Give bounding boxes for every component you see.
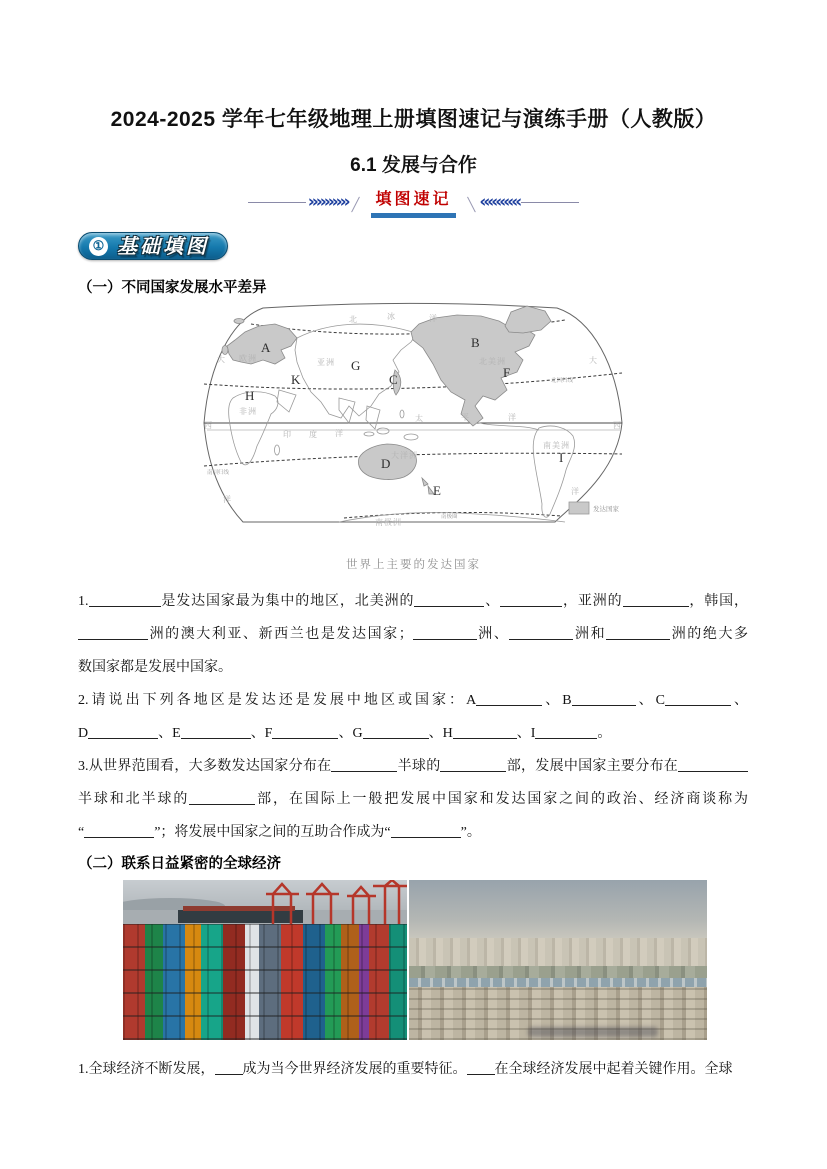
map-label: 西 [612, 421, 622, 430]
blank-field[interactable] [331, 756, 397, 772]
blank-field[interactable] [84, 822, 154, 838]
legend-label: 发达国家 [592, 506, 619, 513]
section-badge-label: 基础填图 [117, 235, 209, 258]
decorative-ribbon [0, 190, 827, 214]
blank-field[interactable] [89, 591, 161, 607]
map-label: F [502, 365, 510, 380]
question-line: 2.请说出下列各地区是发达还是发展中地区或国家：A 、B 、C 、 [78, 684, 748, 717]
indochina-outline [366, 406, 380, 429]
section-badge [78, 232, 228, 260]
map-label: 北回归线 [550, 378, 573, 384]
blank-field[interactable] [476, 690, 542, 706]
map-label: 西 [203, 421, 213, 430]
map-label: 冰 [386, 312, 396, 321]
container-yard-layer [123, 924, 407, 1040]
blank-field[interactable] [440, 756, 506, 772]
question-line: 半球和北半球的 部，在国际上一般把发展中国家和发达国家之间的政治、经济商谈称为 [78, 783, 748, 816]
chevrons-left-icon: ««««« [479, 191, 520, 212]
map-label: A [260, 340, 270, 355]
question-line: 3.从世界范围看，大多数发达国家分布在 半球的 部，发展中国家主要分布在 [78, 750, 748, 783]
chevrons-right-icon: »»»»» [307, 191, 348, 212]
question-line: 数国家都是发展中国家。 [78, 660, 232, 675]
blank-field[interactable] [363, 723, 429, 739]
map-caption: 世界上主要的发达国家 [346, 559, 481, 571]
india-outline [339, 398, 355, 423]
legend-swatch-developed [569, 502, 589, 514]
blank-field[interactable] [215, 1059, 243, 1075]
map-label: 大 [216, 355, 226, 364]
blank-field[interactable] [181, 723, 251, 739]
map-label: H [244, 388, 254, 403]
question-line: “ ”；将发展中国家之间的互助合作成为“ ”。 [78, 816, 748, 849]
world-map-svg [199, 302, 629, 550]
new-guinea-outline [404, 434, 418, 440]
question-line: 1.全球经济不断发展， 成为当今世界经济发展的重要特征。 在全球经济发展中起着关键作用。全球 [78, 1053, 748, 1086]
blank-field[interactable] [414, 591, 484, 607]
part2-questions [78, 1053, 748, 1086]
map-label: E [432, 483, 441, 498]
blank-field[interactable] [391, 822, 461, 838]
borneo-outline [377, 428, 389, 434]
map-label: 洋 [334, 429, 344, 438]
map-label: 平 [460, 413, 470, 422]
ribbon-line-left [248, 202, 306, 203]
map-label: 大 [588, 356, 598, 365]
city-sky-layer [409, 880, 707, 938]
blank-field[interactable] [272, 723, 338, 739]
map-label: 度 [308, 430, 318, 439]
blank-field[interactable] [467, 1059, 495, 1075]
map-label: 亚洲 [316, 358, 335, 367]
map-legend [569, 502, 620, 514]
city-greenbelt-layer [409, 966, 707, 978]
map-label: 南极圈 [440, 514, 458, 520]
part1-questions [78, 585, 748, 849]
blank-field[interactable] [606, 624, 670, 640]
part1-heading: （一）不同国家发展水平差异 [78, 280, 267, 296]
question-line: 洲的澳大利亚、新西兰也是发达国家； 洲、 洲和 洲的绝大多 [78, 618, 748, 651]
map-label: 洋 [507, 413, 517, 422]
circled-number-icon: ① [89, 237, 108, 256]
blank-field[interactable] [665, 690, 731, 706]
page-subtitle: 6.1 发展与合作 [350, 155, 477, 176]
city-warehouses-layer [409, 978, 707, 987]
map-label: B [470, 335, 480, 350]
question-line: D 、E 、F 、G 、H 、I 。 [78, 717, 748, 750]
map-label: 印 [282, 430, 292, 439]
madagascar-outline [274, 445, 279, 455]
britain-shape [222, 346, 228, 355]
blank-field[interactable] [189, 789, 255, 805]
sumatra-outline [364, 432, 374, 436]
map-label: 南极洲 [374, 518, 402, 527]
map-label: I [558, 450, 563, 465]
ribbon-line-right [521, 202, 579, 203]
page-title: 2024-2025 学年七年级地理上册填图速记与演练手册（人教版） [110, 108, 717, 131]
map-label: 南美洲 [542, 441, 570, 450]
map-label: 洋 [428, 314, 438, 323]
map-label: 欧洲 [238, 354, 257, 363]
blank-field[interactable] [500, 591, 562, 607]
arabia-outline [277, 390, 296, 412]
blank-field[interactable] [78, 624, 148, 640]
map-label: 北 [348, 315, 358, 324]
ship-deck-containers [183, 906, 295, 911]
ribbon-label: 填图速记 [371, 186, 455, 218]
map-label: 北美洲 [478, 357, 506, 366]
city-skyline-layer [409, 938, 707, 966]
photo-container-port [123, 880, 407, 1040]
photo-row [123, 880, 827, 1040]
iceland-shape [234, 319, 244, 324]
map-label: 洋 [222, 495, 232, 504]
greenland-shape [505, 306, 551, 333]
world-map-figure [0, 302, 827, 555]
map-label: 南回归线 [206, 470, 229, 476]
decor-slash-icon: ╲ [467, 197, 476, 212]
south-america-outline [533, 426, 574, 517]
map-label: 太 [414, 414, 424, 423]
blank-field[interactable] [623, 591, 689, 607]
blank-field[interactable] [535, 723, 597, 739]
question-line: 1. 是发达国家最为集中的地区，北美洲的 、 ，亚洲的 ，韩国， [78, 585, 748, 618]
photo-city-aerial [409, 880, 707, 1040]
photo-watermark [528, 1027, 658, 1037]
blank-field[interactable] [413, 624, 477, 640]
blank-field[interactable] [678, 756, 748, 772]
map-label: 大洋洲 [390, 451, 418, 460]
blank-field[interactable] [572, 690, 636, 706]
blank-field[interactable] [453, 723, 517, 739]
map-label: D [380, 456, 390, 471]
blank-field[interactable] [509, 624, 573, 640]
part2-heading: （二）联系日益紧密的全球经济 [78, 856, 281, 872]
blank-field[interactable] [88, 723, 158, 739]
philippines-outline [400, 410, 404, 418]
map-label: K [290, 372, 300, 387]
map-label: C [388, 372, 398, 387]
map-label: 洋 [570, 487, 580, 496]
decor-slash-icon: ╱ [351, 197, 360, 212]
map-label: 非洲 [238, 407, 257, 416]
map-label: G [350, 358, 360, 373]
cargo-ship-hull [178, 910, 303, 923]
section-badge-row [78, 232, 827, 262]
